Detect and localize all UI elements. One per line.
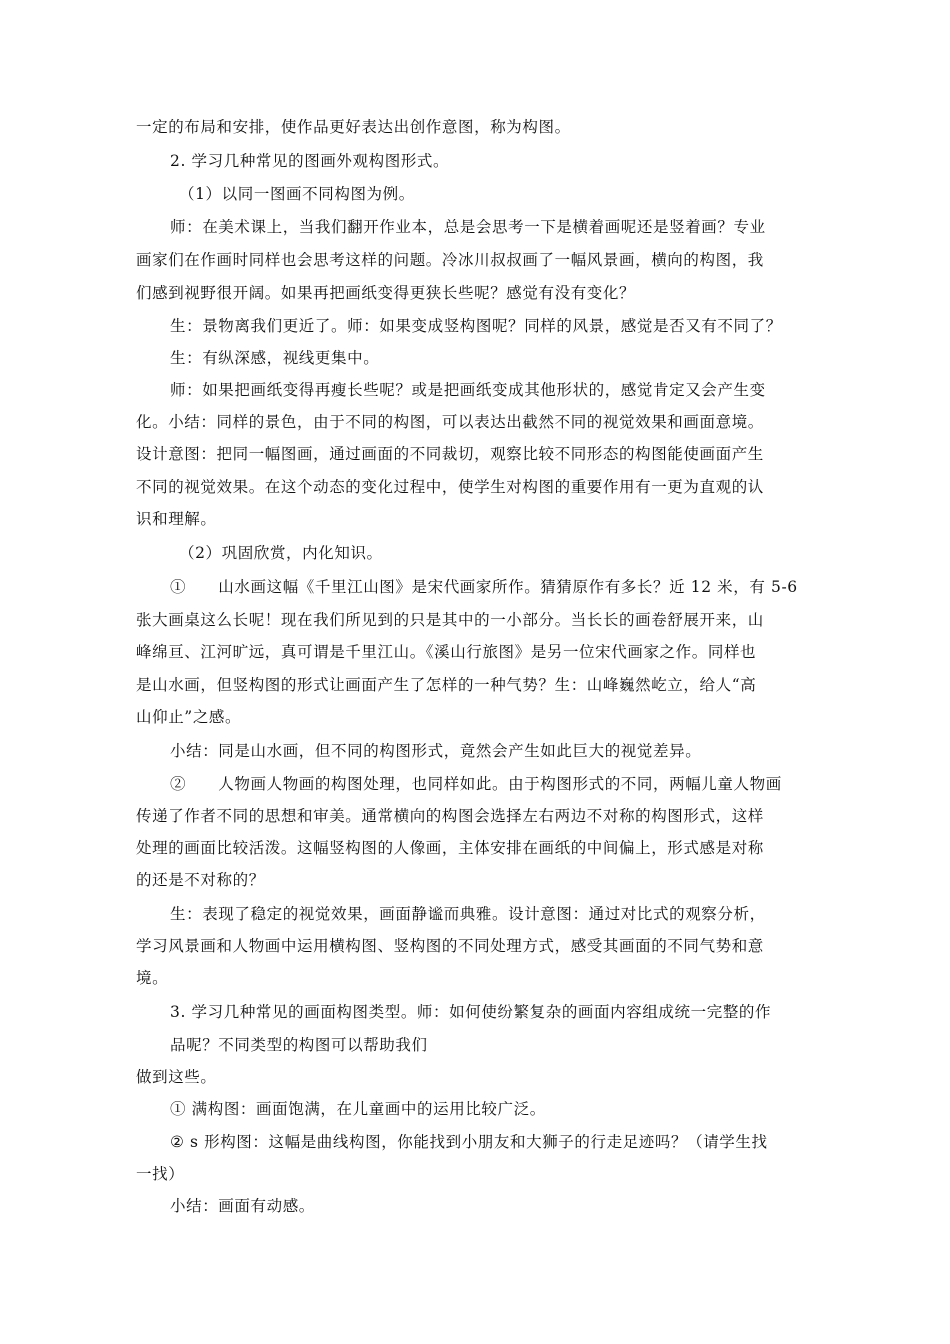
text-line: 的还是不对称的？ <box>136 871 265 889</box>
text-line: 们感到视野很开阔。如果再把画纸变得更狭长些呢？感觉有没有变化？ <box>136 284 636 302</box>
text-line: 小结：同是山水画，但不同的构图形式，竟然会产生如此巨大的视觉差异。 <box>170 742 702 760</box>
text-line: 生：景物离我们更近了。师：如果变成竖构图呢？同样的风景，感觉是否又有不同了？ <box>170 317 782 335</box>
text-line: 处理的画面比较活泼。这幅竖构图的人像画，主体安排在画纸的中间偏上，形式感是对称 <box>136 839 764 857</box>
text-line: 化。小结：同样的景色，由于不同的构图，可以表达出截然不同的视觉效果和画面意境。 <box>136 413 764 431</box>
text-line: 小结：画面有动感。 <box>170 1197 315 1215</box>
text-line: 一找） <box>136 1165 185 1183</box>
text-line: 画家们在作画时同样也会思考这样的问题。冷冰川叔叔画了一幅风景画，横向的构图，我 <box>136 251 764 269</box>
text-line: 师：在美术课上，当我们翻开作业本，总是会思考一下是横着画呢还是竖着画？专业 <box>170 218 766 236</box>
text-line: 识和理解。 <box>136 510 217 528</box>
section-heading: 2. 学习几种常见的图画外观构图形式。 <box>170 152 450 170</box>
text-line: ① 山水画这幅《千里江山图》是宋代画家所作。猜猜原作有多长？近 12 米，有 5-6 <box>170 578 798 596</box>
text-line: 做到这些。 <box>136 1068 217 1086</box>
subsection-heading: （2）巩固欣赏，内化知识。 <box>179 544 383 562</box>
subsection-heading: （1）以同一图画不同构图为例。 <box>179 185 415 203</box>
text-line: 学习风景画和人物画中运用横构图、竖构图的不同处理方式，感受其画面的不同气势和意 <box>136 937 764 955</box>
text-line: 是山水画，但竖构图的形式让画面产生了怎样的一种气势？生：山峰巍然屹立，给人“高 <box>136 676 757 694</box>
text-line: 山仰止”之感。 <box>136 708 242 726</box>
text-line: 设计意图：把同一幅图画，通过画面的不同裁切，观察比较不同形态的构图能使画面产生 <box>136 445 764 463</box>
text-line: 张大画桌这么长呢！现在我们所见到的只是其中的一小部分。当长长的画卷舒展开来，山 <box>136 611 764 629</box>
text-line: 生：有纵深感，视线更集中。 <box>170 349 380 367</box>
text-line: ② 人物画人物画的构图处理，也同样如此。由于构图形式的不同，两幅儿童人物画 <box>170 775 782 793</box>
text-line: 传递了作者不同的思想和审美。通常横向的构图会选择左右两边不对称的构图形式，这样 <box>136 807 764 825</box>
text-line: 生：表现了稳定的视觉效果，画面静谧而典雅。设计意图：通过对比式的观察分析， <box>170 905 766 923</box>
list-item: ① 满构图：画面饱满，在儿童画中的运用比较广泛。 <box>170 1100 546 1118</box>
list-item: ② s 形构图：这幅是曲线构图，你能找到小朋友和大狮子的行走足迹吗？（请学生找 <box>170 1133 768 1151</box>
section-heading: 3. 学习几种常见的画面构图类型。师：如何使纷繁复杂的画面内容组成统一完整的作 <box>170 1003 772 1021</box>
text-line: 不同的视觉效果。在这个动态的变化过程中，使学生对构图的重要作用有一更为直观的认 <box>136 478 764 496</box>
text-line: 师：如果把画纸变得再瘦长些呢？或是把画纸变成其他形状的，感觉肯定又会产生变 <box>170 381 766 399</box>
text-line: 境。 <box>136 969 169 987</box>
text-line: 品呢？不同类型的构图可以帮助我们 <box>170 1036 428 1054</box>
text-line: 峰绵亘、江河旷远，真可谓是千里江山。《溪山行旅图》是另一位宋代画家之作。同样也 <box>136 643 757 661</box>
text-line: 一定的布局和安排，使作品更好表达出创作意图，称为构图。 <box>136 118 571 136</box>
